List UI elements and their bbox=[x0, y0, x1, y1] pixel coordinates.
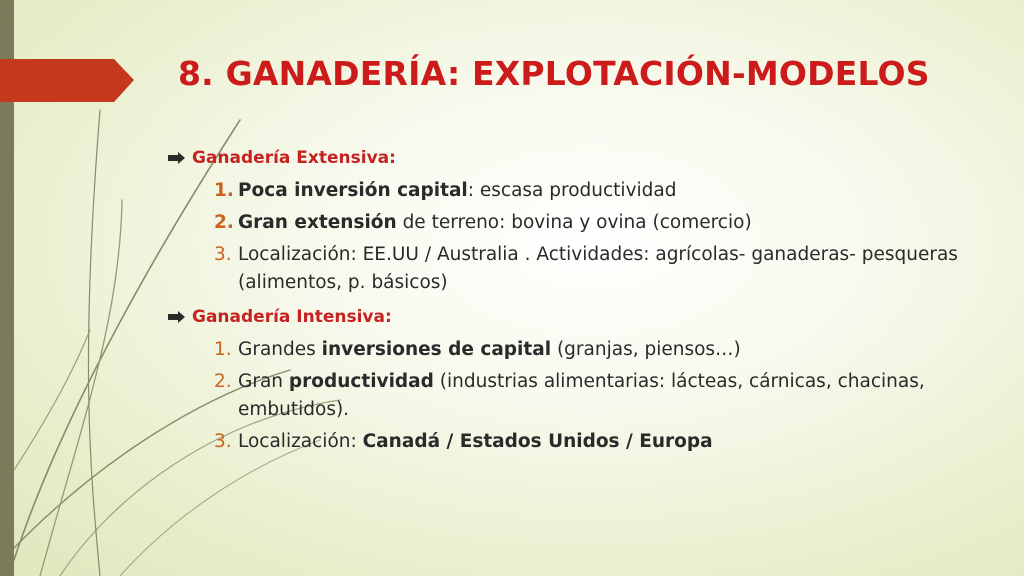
list-item bbox=[214, 336, 968, 364]
title-arrow-shape bbox=[0, 0, 140, 110]
item-text: Localización: EE.UU / Australia . Actividades: agrícolas- ganaderas- pesqueras (alimentos, p. básicos) bbox=[238, 244, 958, 293]
list-item bbox=[214, 177, 968, 205]
page-title: 8. GANADERÍA: EXPLOTACIÓN-MODELOS bbox=[178, 54, 930, 93]
item-plain-text: de terreno: bovina y ovina (comercio) bbox=[396, 212, 752, 233]
item-number: 2. bbox=[214, 371, 232, 392]
item-plain-text: Grandes bbox=[238, 339, 322, 360]
item-number: 3. bbox=[214, 431, 232, 452]
item-number: 3. bbox=[214, 244, 232, 265]
list-extensiva bbox=[168, 177, 968, 297]
section-intensiva-heading bbox=[168, 301, 968, 333]
content-body bbox=[168, 142, 968, 460]
item-plain-text: Localización: bbox=[238, 431, 363, 452]
section-extensiva-heading bbox=[168, 142, 968, 174]
item-text bbox=[238, 336, 968, 364]
right-arrow-bullet-icon bbox=[168, 311, 192, 323]
item-text bbox=[238, 177, 968, 205]
section-label-extensiva: Ganadería Extensiva: bbox=[192, 148, 396, 168]
item-text bbox=[238, 428, 968, 456]
item-plain-text: (granjas, piensos…) bbox=[551, 339, 741, 360]
item-bold-text: Canadá / Estados Unidos / Europa bbox=[362, 431, 713, 452]
item-bold-text: inversiones de capital bbox=[321, 339, 552, 360]
list-item bbox=[214, 241, 968, 297]
item-bold-text: Gran extensión bbox=[238, 212, 397, 233]
item-number: 1. bbox=[214, 339, 232, 360]
item-bold-text: productividad bbox=[288, 371, 434, 392]
item-plain-text: (industrias alimentarias: lácteas, cárnicas, chacinas, embutidos). bbox=[238, 371, 925, 420]
item-text bbox=[238, 209, 968, 237]
list-item bbox=[214, 368, 968, 424]
item-text bbox=[238, 368, 968, 424]
list-item bbox=[214, 209, 968, 237]
item-number: 2. bbox=[214, 212, 234, 233]
title-arrow-fill bbox=[0, 59, 134, 102]
item-number: 1. bbox=[214, 180, 234, 201]
item-plain-text: : escasa productividad bbox=[467, 180, 677, 201]
item-plain-text: Gran bbox=[238, 371, 289, 392]
list-intensiva bbox=[168, 336, 968, 456]
item-bold-text: Poca inversión capital bbox=[238, 180, 468, 201]
right-arrow-bullet-icon bbox=[168, 152, 192, 164]
list-item bbox=[214, 428, 968, 456]
section-label-intensiva: Ganadería Intensiva: bbox=[192, 307, 392, 327]
